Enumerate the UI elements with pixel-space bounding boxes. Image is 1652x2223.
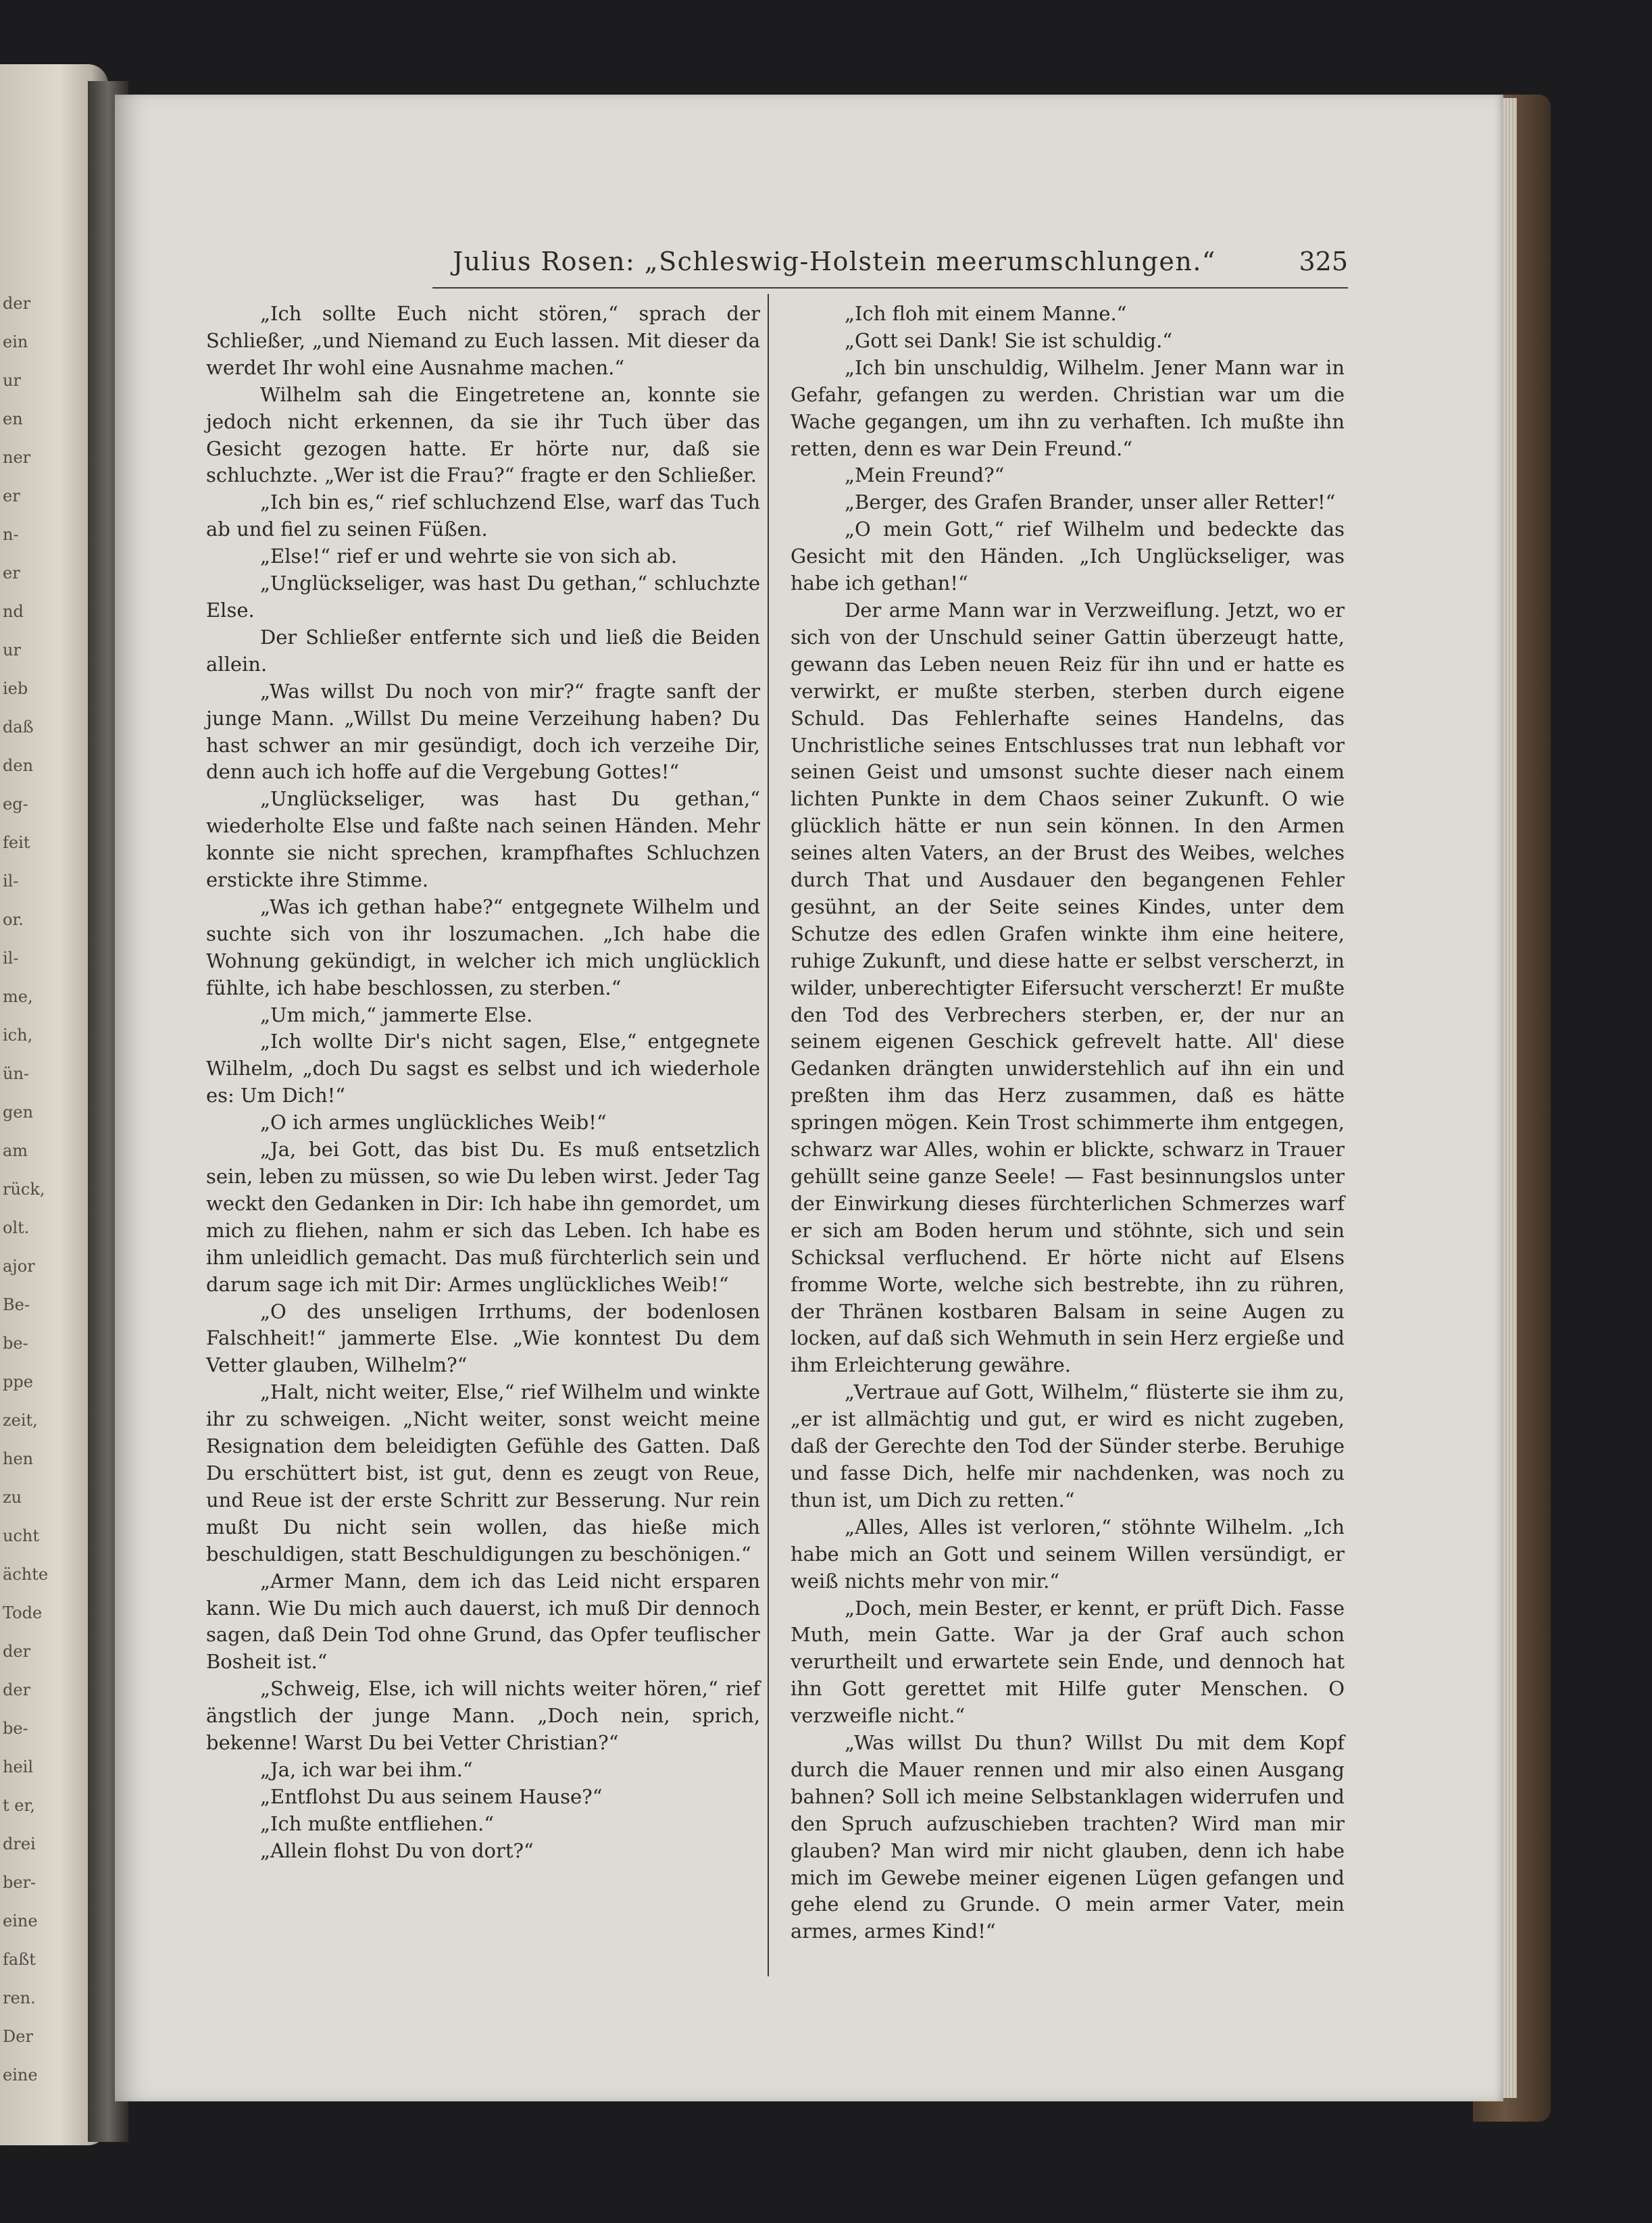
paragraph: Wilhelm sah die Eingetretene an, konnte sie jedoch nicht erkennen, da sie ihr Tuch über das Gesicht gezogen hatte. Er hörte nur, daß sie schluchzte. „Wer ist die Frau?“ fragte er den Schließer. bbox=[206, 382, 760, 487]
facing-page-fragment: Be- bbox=[3, 1295, 30, 1314]
facing-page-fragment: eine bbox=[3, 2066, 38, 2084]
facing-page-fragment: be- bbox=[3, 1334, 28, 1353]
paragraph: „Entflohst Du aus seinem Hause?“ bbox=[260, 1784, 603, 1808]
paragraph: „Armer Mann, dem ich das Leid nicht ersparen kann. Wie Du mich auch dauerst, ich muß Dir dennoch sagen, daß Dein Tod ohne Grund, das Opfer teuflischer Bosheit ist.“ bbox=[206, 1569, 760, 1674]
facing-page-fragment: Der bbox=[3, 2027, 33, 2046]
facing-page-fragment: er bbox=[3, 564, 20, 582]
paragraph: „Ja, bei Gott, das bist Du. Es muß entsetzlich sein, leben zu müssen, so wie Du leben wirst. Jeder Tag weckt den Gedanken in Dir: Ich habe ihn gemordet, um mich zu fliehen, nahm er sich das Leben. Ich habe es ihm unleidlich gemacht. Das muß fürchterlich sein und darum sage ich mit Dir: Armes unglückliches Weib!“ bbox=[206, 1138, 760, 1296]
paragraph: „Was willst Du noch von mir?“ fragte sanft der junge Mann. „Willst Du meine Verzeihung haben? Du hast schwer an mir gesündigt, doch ich verzeihe Dir, denn auch ich hoffe auf die Vergebung Gottes!“ bbox=[206, 679, 760, 784]
paragraph: „Ich bin unschuldig, Wilhelm. Jener Mann war in Gefahr, gefangen zu werden. Christian war um die Wache gegangen, um ihn zu verhaften. Ich mußte ihn retten, denn es war Dein Freund.“ bbox=[791, 355, 1345, 460]
paragraph: „Ich bin es,“ rief schluchzend Else, warf das Tuch ab und fiel zu seinen Füßen. bbox=[206, 491, 760, 541]
paragraph: Der Schließer entfernte sich und ließ die Beiden allein. bbox=[206, 625, 760, 676]
facing-page-fragment: il- bbox=[3, 872, 19, 891]
facing-page-fragment: ren. bbox=[3, 1989, 36, 2007]
facing-page-fragment: am bbox=[3, 1141, 28, 1160]
paragraph: „Ich floh mit einem Manne.“ bbox=[845, 302, 1127, 325]
paragraph: „Unglückseliger, was hast Du gethan,“ schluchzte Else. bbox=[206, 572, 760, 622]
facing-page-fragment: ein bbox=[3, 332, 28, 351]
facing-page-fragment: zeit, bbox=[3, 1411, 38, 1430]
paragraph: „Ich sollte Euch nicht stören,“ sprach der Schließer, „und Niemand zu Euch lassen. Mit dieser da werdet Ihr wohl eine Ausnahme machen.“ bbox=[206, 302, 760, 379]
facing-page-fragment: der bbox=[3, 1642, 31, 1661]
running-title: Julius Rosen: „Schleswig-Holstein meerumschlungen.“ bbox=[453, 247, 1216, 276]
facing-page-fragment: n- bbox=[3, 525, 19, 544]
facing-page-fragment: ajor bbox=[3, 1257, 35, 1276]
column-divider bbox=[768, 294, 769, 1976]
facing-page-fragment: daß bbox=[3, 718, 34, 736]
paragraph: „O ich armes unglückliches Weib!“ bbox=[260, 1111, 607, 1134]
paragraph: „O mein Gott,“ rief Wilhelm und bedeckte das Gesicht mit den Händen. „Ich Unglückseliger, was habe ich gethan!“ bbox=[791, 518, 1345, 595]
facing-page-fragment: heil bbox=[3, 1757, 34, 1776]
paragraph: „Vertraue auf Gott, Wilhelm,“ flüsterte sie ihm zu, „er ist allmächtig und gut, er wird es nicht zugeben, daß der Gerechte den Tod der Sünder sterbe. Beruhige und fasse Dich, helfe mir nachdenken, was noch zu thun ist, um Dich zu retten.“ bbox=[791, 1380, 1345, 1512]
paragraph: „Mein Freund?“ bbox=[845, 464, 1005, 487]
facing-page-fragment: nd bbox=[3, 602, 24, 621]
paragraph: „Else!“ rief er und wehrte sie von sich ab. bbox=[260, 545, 678, 568]
facing-page-fragment: eg- bbox=[3, 795, 28, 814]
facing-page-fragment: ner bbox=[3, 448, 31, 467]
facing-page-fragment: me, bbox=[3, 987, 33, 1006]
paragraph: „Berger, des Grafen Brander, unser aller Retter!“ bbox=[845, 491, 1336, 514]
paragraph: „Schweig, Else, ich will nichts weiter hören,“ rief ängstlich der junge Mann. „Doch nein, sprich, bekenne! Warst Du bei Vetter Christian?“ bbox=[206, 1677, 760, 1755]
facing-page-fragment: be- bbox=[3, 1719, 28, 1738]
paragraph: „O des unseligen Irrthums, der bodenlosen Falschheit!“ jammerte Else. „Wie konntest Du dem Vetter glauben, Wilhelm?“ bbox=[206, 1299, 760, 1377]
facing-page-fragment: gen bbox=[3, 1103, 34, 1122]
facing-page-fragment: or. bbox=[3, 910, 24, 929]
facing-page-fragment: il- bbox=[3, 949, 19, 968]
facing-page-fragment: hen bbox=[3, 1449, 34, 1468]
page-number: 325 bbox=[1299, 247, 1348, 276]
paragraph: „Unglückseliger, was hast Du gethan,“ wiederholte Else und faßte nach seinen Händen. Mehr konnte sie nicht sprechen, krampfhaftes Schluchzen erstickte ihre Stimme. bbox=[206, 787, 760, 892]
left-text-column bbox=[206, 301, 760, 1865]
facing-page-fragment: ucht bbox=[3, 1526, 39, 1545]
paragraph: „Was willst Du thun? Willst Du mit dem Kopf durch die Mauer rennen und mir also einen Ausgang bahnen? Soll ich meine Selbstanklagen widerrufen und den Spruch aufzuschieben trachten? Wird man mir glauben? Man wird mir nicht glauben, denn ich habe mich im Gewebe meiner eigenen Lügen gefangen und gehe elend zu Grunde. O mein armer Vater, mein armes, armes Kind!“ bbox=[791, 1731, 1345, 1943]
facing-page-fragment: ächte bbox=[3, 1565, 49, 1584]
paragraph: „Alles, Alles ist verloren,“ stöhnte Wilhelm. „Ich habe mich an Gott und seinem Willen versündigt, er weiß nichts mehr von mir.“ bbox=[791, 1515, 1345, 1593]
paragraph: „Allein flohst Du von dort?“ bbox=[260, 1839, 534, 1862]
facing-page-fragment: ber- bbox=[3, 1873, 36, 1892]
paragraph: „Um mich,“ jammerte Else. bbox=[260, 1003, 533, 1026]
paragraph: „Gott sei Dank! Sie ist schuldig.“ bbox=[845, 328, 1173, 352]
paragraph: „Halt, nicht weiter, Else,“ rief Wilhelm und winkte ihr zu schweigen. „Nicht weiter, sonst weicht meine Resignation dem beleidigten Gefühle des Gatten. Daß Du erschüttert bist, ist gut, denn es zeugt von Reue, und Reue ist der erste Schritt zur Besserung. Nur rein mußt Du nicht sein wollen, das hieße mich beschuldigen, statt Beschuldigungen zu beschönigen.“ bbox=[206, 1380, 760, 1566]
facing-page-fragment: Tode bbox=[3, 1603, 43, 1622]
facing-page-fragment: er bbox=[3, 486, 20, 505]
facing-page-fragment: en bbox=[3, 409, 23, 428]
facing-page-fragment: drei bbox=[3, 1834, 36, 1853]
facing-page-fragment: ur bbox=[3, 641, 21, 659]
paragraph: „Doch, mein Bester, er kennt, er prüft Dich. Fasse Muth, mein Gatte. War ja der Graf auch schon verurtheilt und erwartete sein Ende, und dennoch hat ihn Gott gerettet mit Hilfe guter Menschen. O verzweifle nicht.“ bbox=[791, 1596, 1345, 1728]
paragraph: „Ja, ich war bei ihm.“ bbox=[260, 1757, 473, 1781]
facing-page-fragment: der bbox=[3, 294, 31, 313]
running-head bbox=[432, 247, 1348, 289]
facing-page-fragment: der bbox=[3, 1680, 31, 1699]
facing-page-fragment: eine bbox=[3, 1912, 38, 1930]
paragraph: „Ich mußte entfliehen.“ bbox=[260, 1812, 495, 1835]
right-text-column bbox=[791, 301, 1345, 1945]
facing-page-fragment: ün- bbox=[3, 1064, 30, 1083]
facing-page-fragment: den bbox=[3, 756, 34, 775]
facing-page-fragment: ur bbox=[3, 371, 21, 390]
facing-page-fragment: ich, bbox=[3, 1026, 33, 1045]
facing-page-fragment: ppe bbox=[3, 1372, 33, 1391]
facing-page-fragment: feit bbox=[3, 833, 30, 852]
facing-page-fragment: ieb bbox=[3, 679, 28, 698]
paragraph: „Was ich gethan habe?“ entgegnete Wilhelm und suchte sich von ihr loszumachen. „Ich habe die Wohnung gekündigt, in welcher ich mich unglücklich fühlte, ich habe beschlossen, zu sterben.“ bbox=[206, 895, 760, 999]
facing-page-fragment: faßt bbox=[3, 1950, 36, 1969]
facing-page-fragment: zu bbox=[3, 1488, 22, 1507]
facing-page-fragment: rück, bbox=[3, 1180, 45, 1199]
paragraph: Der arme Mann war in Verzweiflung. Jetzt, wo er sich von der Unschuld seiner Gattin überzeugt hatte, gewann das Leben neuen Reiz für ihn und er hatte es verwirkt, er mußte sterben, sterben durch eigene Schuld. Das Fehlerhafte seines Handelns, das Unchristliche seines Entschlusses trat nun lebhaft vor seinen Geist und umsonst suchte dieser nach einem lichten Punkte in dem Chaos seiner Zukunft. O wie glücklich hätte er nun sein können. In den Armen seines alten Vaters, an der Brust des Weibes, welches durch That und Ausdauer den begangenen Fehler gesühnt, an der Seite seines Kindes, unter dem Schutze des edlen Grafen winkte ihm eine heitere, ruhige Zukunft, und diese hatte er selbst verscherzt, in wilder, unberechtigter Eifersucht verscherzt! Er mußte den Tod des Verbrechers sterben, er, der nur an seinem eigenen Geschick gefrevelt hatte. All' diese Gedanken drängten unwiderstehlich auf ihn ein und preßten ihm das Herz zusammen, daß es hätte springen mögen. Kein Trost schimmerte ihm entgegen, schwarz war Alles, wohin er blickte, schwarz in Trauer gehüllt seine ganze Seele! — Fast besinnungslos unter der Einwirkung dieses fürchterlichen Schmerzes warf er sich am Boden herum und stöhnte, sich und sein Schicksal verfluchend. Er hörte nicht auf Elsens fromme Worte, welche sich bestrebte, ihn zu rühren, der Thränen kostbaren Balsam in seine Augen zu locken, auf daß sich Wehmuth in sein Herz ergieße und ihm Erleichterung gewähre. bbox=[791, 598, 1345, 1377]
facing-page-fragment: t er, bbox=[3, 1796, 35, 1815]
facing-page-fragment: olt. bbox=[3, 1218, 30, 1237]
paragraph: „Ich wollte Dir's nicht sagen, Else,“ entgegnete Wilhelm, „doch Du sagst es selbst und ich wiederhole es: Um Dich!“ bbox=[206, 1030, 760, 1107]
